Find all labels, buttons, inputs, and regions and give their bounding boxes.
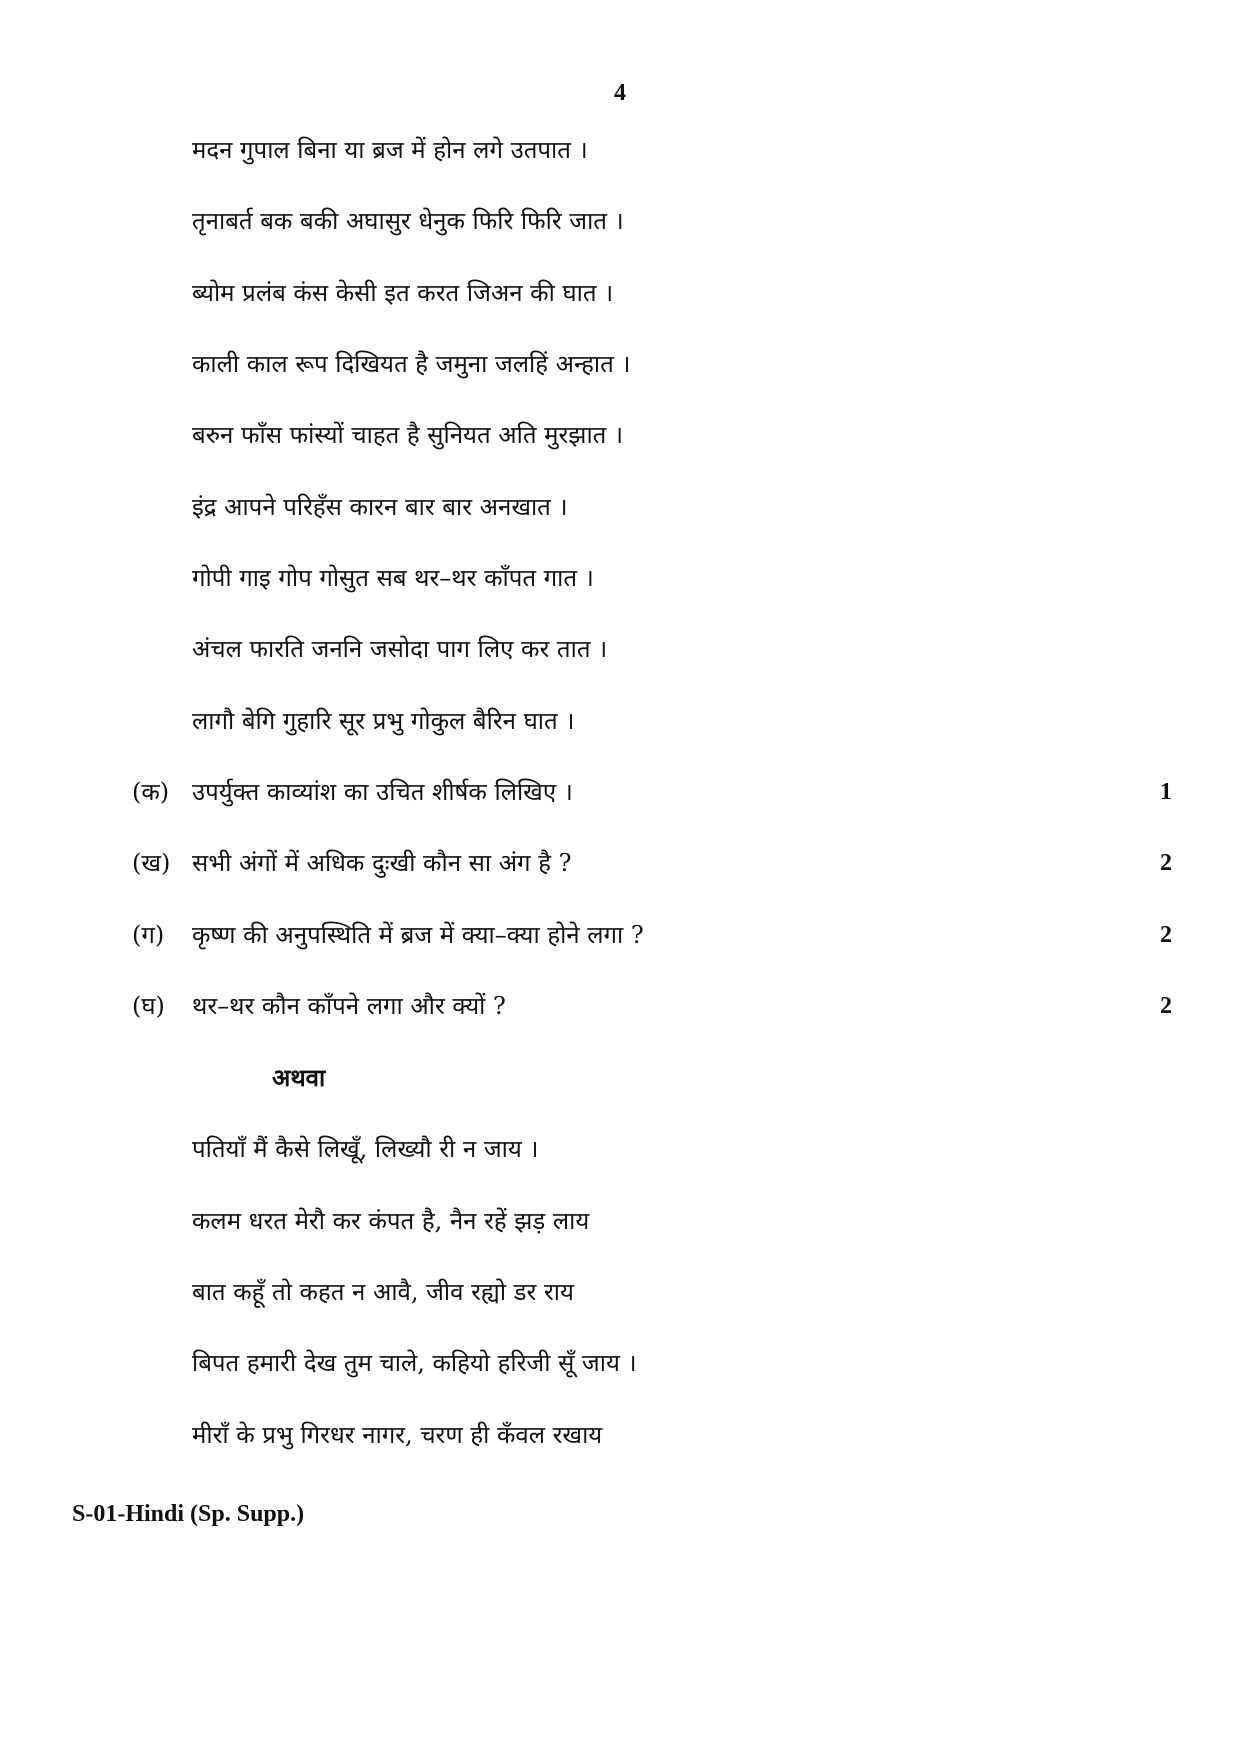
question-marks: 2 [1160, 850, 1172, 876]
poem-line: काली काल रूप दिखियत है जमुना जलहिं अन्हात । [192, 350, 631, 378]
question-text: उपर्युक्त काव्यांश का उचित शीर्षक लिखिए । [192, 778, 573, 806]
poem-line: इंद्र आपने परिहँस कारन बार बार अनखात । [192, 493, 568, 521]
poem-line: कलम धरत मेरौ कर कंपत है, नैन रहें झड़ लाय [192, 1207, 590, 1235]
question-gha [132, 990, 1172, 1024]
question-marks: 2 [1160, 922, 1172, 948]
page-number: 4 [614, 80, 626, 106]
question-text: थर–थर कौन काँपने लगा और क्यों ? [192, 992, 506, 1020]
poem-line: पतियाँ मैं कैसे लिखूँ, लिख्यौ री न जाय । [192, 1135, 539, 1163]
question-label: (क) [132, 778, 170, 806]
paper-code: S-01-Hindi (Sp. Supp.) [72, 1501, 305, 1527]
poem-line: बिपत हमारी देख तुम चाले, कहियो हरिजी सूँ जाय । [192, 1349, 637, 1377]
question-label: (ग) [132, 921, 165, 949]
question-ga [132, 919, 1172, 953]
poem-line: बरुन फाँस फांस्यों चाहत है सुनियत अति मुरझात । [192, 421, 624, 449]
poem-line: बात कहूँ तो कहत न आवै, जीव रह्यो डर राय [192, 1278, 574, 1306]
poem-line: ब्योम प्रलंब कंस केसी इत करत जिअन की घात । [192, 279, 614, 307]
question-label: (ख) [132, 849, 171, 877]
or-heading: अथवा [272, 1063, 326, 1092]
question-ka [132, 776, 1172, 810]
question-text: सभी अंगों में अधिक दुःखी कौन सा अंग है ? [192, 849, 572, 877]
question-label: (घ) [132, 992, 165, 1020]
poem-line: मीराँ के प्रभु गिरधर नागर, चरण ही कँवल रखाय [192, 1421, 603, 1449]
question-marks: 1 [1160, 779, 1172, 805]
poem-line: लागौ बेगि गुहारि सूर प्रभु गोकुल बैरिन घात । [192, 707, 575, 735]
question-marks: 2 [1160, 993, 1172, 1019]
question-kha [132, 847, 1172, 881]
poem-line: मदन गुपाल बिना या ब्रज में होन लगे उतपात । [192, 136, 588, 164]
poem-line: गोपी गाइ गोप गोसुत सब थर–थर काँपत गात । [192, 564, 594, 592]
poem-line: अंचल फारति जननि जसोदा पाग लिए कर तात । [192, 635, 608, 663]
question-text: कृष्ण की अनुपस्थिति में ब्रज में क्या–क्या होने लगा ? [192, 921, 644, 949]
poem-line: तृनाबर्त बक बकी अघासुर धेनुक फिरि फिरि जात । [192, 207, 624, 235]
